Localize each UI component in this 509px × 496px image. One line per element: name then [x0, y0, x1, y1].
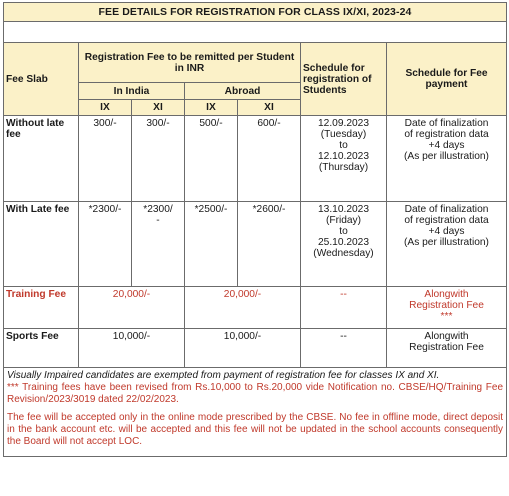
payment-line: of registration data: [404, 215, 489, 226]
abroad-class-xi-header: XI: [238, 100, 301, 116]
fee-payment-schedule: [387, 329, 507, 368]
schedule-end-date: 25.10.2023: [318, 237, 369, 248]
registration-schedule: --: [301, 287, 387, 329]
india-ix-fee: 300/-: [79, 116, 132, 202]
slab-with-late-fee: With Late fee: [4, 202, 79, 287]
abroad-header: Abroad: [185, 83, 301, 100]
india-class-xi-header: XI: [132, 100, 185, 116]
schedule-start-day: (Tuesday): [320, 129, 367, 140]
fee-line: -: [156, 215, 160, 226]
india-class-ix-header: IX: [79, 100, 132, 116]
note-online-payment: The fee will be accepted only in the online mode prescribed by the CBSE. No fee in offline mode, direct deposit in the bank account etc. will be accepted and this fee will not be updated in the school accounts consequently the Board will not accept LOC.: [7, 412, 504, 447]
slab-training-fee: Training Fee: [4, 287, 79, 329]
payment-line: Alongwith: [424, 289, 469, 300]
fee-payment-schedule: [387, 202, 507, 287]
slab-without-late-fee: Without late fee: [4, 116, 79, 202]
payment-line: Date of finalization: [404, 204, 489, 215]
payment-line: Date of finalization: [404, 118, 489, 129]
payment-line: (As per illustration): [404, 237, 489, 248]
notes-section: [4, 368, 507, 457]
schedule-registration-header: Schedule for registration of Students: [301, 43, 387, 116]
india-xi-fee: 300/-: [132, 116, 185, 202]
table-row: [4, 116, 507, 202]
schedule-end-day: (Wednesday): [313, 248, 374, 259]
in-india-header: In India: [79, 83, 185, 100]
schedule-start-day: (Friday): [325, 215, 362, 226]
fee-slab-header: Fee Slab: [4, 43, 79, 116]
india-sports-fee: 10,000/-: [79, 329, 185, 368]
payment-line: Registration Fee: [409, 342, 484, 353]
fee-line: *2300/: [143, 204, 173, 215]
schedule-to: to: [339, 226, 348, 237]
abroad-training-fee: 20,000/-: [185, 287, 301, 329]
schedule-to: to: [339, 140, 348, 151]
payment-line: Alongwith: [424, 331, 469, 342]
schedule-end-day: (Thursday): [318, 162, 369, 173]
payment-line: +4 days: [428, 140, 465, 151]
abroad-xi-fee: 600/-: [238, 116, 301, 202]
schedule-start-date: 12.09.2023: [318, 118, 369, 129]
registration-schedule: --: [301, 329, 387, 368]
india-ix-fee: *2300/-: [79, 202, 132, 287]
slab-sports-fee: Sports Fee: [4, 329, 79, 368]
payment-line: +4 days: [428, 226, 465, 237]
abroad-ix-fee: *2500/-: [185, 202, 238, 287]
abroad-sports-fee: 10,000/-: [185, 329, 301, 368]
table-row: [4, 287, 507, 329]
payment-line: (As per illustration): [404, 151, 489, 162]
table-title: FEE DETAILS FOR REGISTRATION FOR CLASS IX/XI, 2023-24: [4, 3, 507, 22]
abroad-class-ix-header: IX: [185, 100, 238, 116]
note-training-fee-revision: *** Training fees have been revised from Rs.10,000 to Rs.20,000 vide Notification no. CBSE/HQ/Training Fee Revision/2023/3019 dated 22/02/2023.: [7, 382, 504, 405]
registration-fee-header: Registration Fee to be remitted per Student in INR: [79, 43, 301, 83]
table-row: [4, 202, 507, 287]
fee-payment-schedule: [387, 287, 507, 329]
schedule-fee-payment-header: Schedule for Fee payment: [387, 43, 507, 116]
registration-schedule: [301, 116, 387, 202]
table-row: [4, 329, 507, 368]
india-xi-fee: [132, 202, 185, 287]
fee-payment-schedule: [387, 116, 507, 202]
blank-row: [4, 22, 507, 43]
registration-schedule: [301, 202, 387, 287]
payment-line: ***: [440, 311, 453, 322]
india-training-fee: 20,000/-: [79, 287, 185, 329]
schedule-end-date: 12.10.2023: [318, 151, 369, 162]
schedule-start-date: 13.10.2023: [318, 204, 369, 215]
payment-line: Registration Fee: [409, 300, 484, 311]
abroad-xi-fee: *2600/-: [238, 202, 301, 287]
fee-table: [3, 2, 507, 457]
abroad-ix-fee: 500/-: [185, 116, 238, 202]
note-visually-impaired: Visually Impaired candidates are exempted from payment of registration fee for classes IX and XI.: [7, 370, 440, 381]
payment-line: of registration data: [404, 129, 489, 140]
